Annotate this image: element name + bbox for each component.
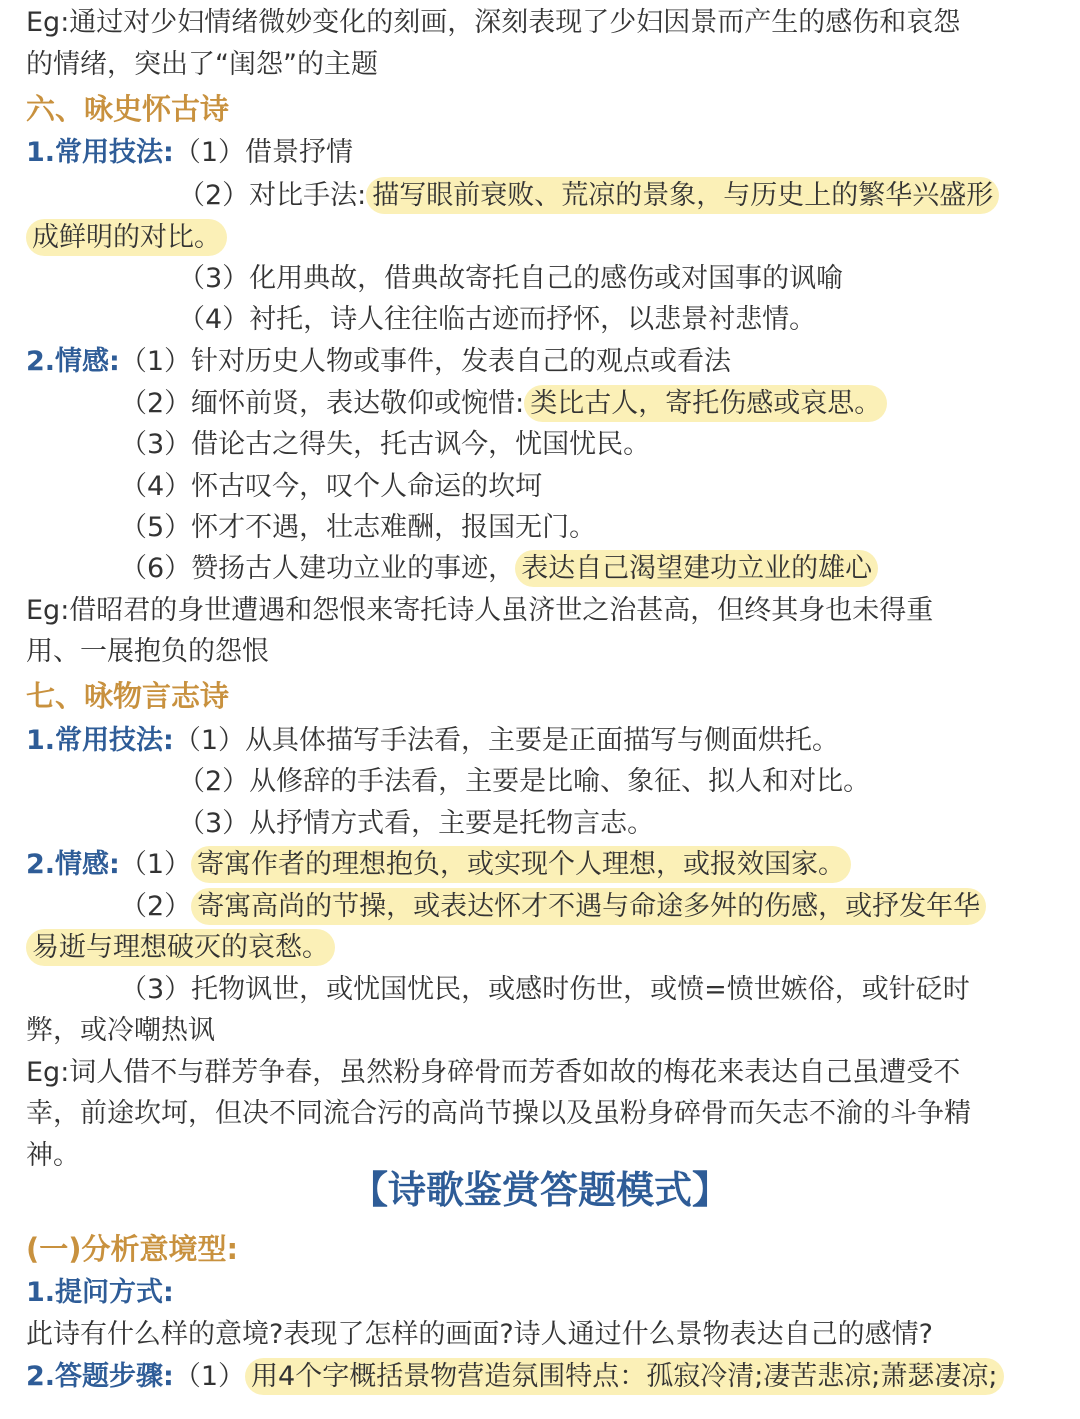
example-line bbox=[26, 2, 960, 44]
subheading-label: 1.常用技法: bbox=[26, 725, 174, 756]
item-text: （4）怀古叹今，叹个人命运的坎坷 bbox=[120, 471, 543, 502]
example-line bbox=[26, 1093, 971, 1135]
highlight-text: 表达自己渴望建功立业的雄心 bbox=[515, 550, 878, 587]
emotion-line bbox=[26, 927, 335, 969]
technique-line bbox=[26, 132, 353, 174]
item-text: （3）化用典故，借典故寄托自己的感伤或对国事的讽喻 bbox=[178, 263, 844, 294]
highlight-text: 成鲜明的对比。 bbox=[26, 219, 227, 256]
item-text: 弊，或冷嘲热讽 bbox=[26, 1015, 215, 1046]
emotion-line bbox=[120, 466, 542, 508]
example-text: 的情绪，突出了“闺怨”的主题 bbox=[26, 49, 378, 80]
example-line bbox=[26, 590, 933, 632]
example-text: Eg:借昭君的身世遭遇和怨恨来寄托诗人虽济世之治甚高，但终其身也未得重 bbox=[26, 595, 934, 626]
question-line bbox=[26, 1314, 933, 1356]
item-text: （1）针对历史人物或事件，发表自己的观点或看法 bbox=[119, 346, 732, 377]
emotion-line bbox=[26, 341, 731, 383]
highlight-text: 类比古人，寄托伤感或哀思。 bbox=[524, 385, 887, 422]
steps-line bbox=[26, 1356, 1004, 1398]
technique-line bbox=[26, 217, 227, 259]
item-text: （1） bbox=[173, 1361, 246, 1392]
technique-line bbox=[178, 258, 843, 300]
example-line bbox=[26, 631, 269, 673]
item-text: （2）对比手法: bbox=[178, 180, 367, 211]
example-text: 神。 bbox=[26, 1140, 80, 1171]
item-text: （1） bbox=[119, 849, 192, 880]
section-heading-a bbox=[26, 1228, 238, 1270]
example-line bbox=[26, 1052, 960, 1094]
example-text: Eg:通过对少妇情绪微妙变化的刻画，深刻表现了少妇因景而产生的感伤和哀怨 bbox=[26, 7, 961, 38]
highlight-text: 寄寓作者的理想抱负，或实现个人理想，或报效国家。 bbox=[191, 846, 851, 883]
highlight-text: 易逝与理想破灭的哀愁。 bbox=[26, 929, 335, 966]
subheading-label: 2.情感: bbox=[26, 849, 120, 880]
emotion-line bbox=[120, 886, 986, 928]
example-text: 用、一展抱负的怨恨 bbox=[26, 636, 269, 667]
item-text: （1）从具体描写手法看，主要是正面描写与侧面烘托。 bbox=[173, 725, 840, 756]
item-text: （3）托物讽世，或忧国忧民，或感时伤世，或愤=愤世嫉俗，或针砭时 bbox=[120, 974, 970, 1005]
item-text: （3）从抒情方式看，主要是托物言志。 bbox=[178, 808, 655, 839]
section-heading-7 bbox=[26, 675, 229, 717]
subheading-label: 2.情感: bbox=[26, 346, 120, 377]
question-label-line bbox=[26, 1272, 174, 1314]
emotion-line bbox=[120, 507, 596, 549]
example-text: Eg:词人借不与群芳争春，虽然粉身碎骨而芳香如故的梅花来表达自己虽遭受不 bbox=[26, 1057, 961, 1088]
item-text: （2）从修辞的手法看，主要是比喻、象征、拟人和对比。 bbox=[178, 766, 871, 797]
technique-line bbox=[178, 761, 870, 803]
emotion-line bbox=[26, 1010, 215, 1052]
technique-line bbox=[178, 175, 999, 217]
page-title bbox=[0, 1166, 1080, 1214]
highlight-text: 寄寓高尚的节操，或表达怀才不遇与命途多舛的伤感，或抒发年华 bbox=[191, 888, 986, 925]
item-text: （2）缅怀前贤，表达敬仰或惋惜: bbox=[120, 388, 525, 419]
section-heading-text: 六、咏史怀古诗 bbox=[26, 92, 230, 126]
subheading-label: 1.提问方式: bbox=[26, 1277, 174, 1308]
technique-line bbox=[178, 299, 816, 341]
section-heading-6 bbox=[26, 88, 229, 130]
technique-line bbox=[178, 803, 654, 845]
example-text: 幸，前途坎坷，但决不同流合污的高尚节操以及虽粉身碎骨而矢志不渝的斗争精 bbox=[26, 1098, 971, 1129]
technique-line bbox=[26, 720, 839, 762]
emotion-line bbox=[26, 844, 851, 886]
emotion-line bbox=[120, 548, 878, 590]
item-text: （1）借景抒情 bbox=[173, 137, 354, 168]
page-title-text: 【诗歌鉴赏答题模式】 bbox=[349, 1168, 730, 1212]
emotion-line bbox=[120, 424, 650, 466]
subheading-label: 2.答题步骤: bbox=[26, 1361, 174, 1392]
example-line bbox=[26, 44, 378, 86]
subheading-label: 1.常用技法: bbox=[26, 137, 174, 168]
item-text: 此诗有什么样的意境?表现了怎样的画面?诗人通过什么景物表达自己的感情? bbox=[26, 1319, 933, 1350]
highlight-text: 用4个字概括景物营造氛围特点：孤寂冷清;凄苦悲凉;萧瑟凄凉; bbox=[245, 1358, 1003, 1395]
item-text: （6）赞扬古人建功立业的事迹， bbox=[120, 553, 516, 584]
section-heading-text: (一)分析意境型: bbox=[26, 1232, 239, 1266]
emotion-line bbox=[120, 383, 887, 425]
item-text: （5）怀才不遇，壮志难酬，报国无门。 bbox=[120, 512, 597, 543]
highlight-text: 描写眼前衰败、荒凉的景象，与历史上的繁华兴盛形 bbox=[366, 177, 999, 214]
item-text: （4）衬托，诗人往往临古迹而抒怀，以悲景衬悲情。 bbox=[178, 304, 817, 335]
item-text: （2） bbox=[120, 891, 192, 922]
item-text: （3）借论古之得失，托古讽今，忧国忧民。 bbox=[120, 429, 651, 460]
section-heading-text: 七、咏物言志诗 bbox=[26, 679, 230, 713]
emotion-line bbox=[120, 969, 970, 1011]
